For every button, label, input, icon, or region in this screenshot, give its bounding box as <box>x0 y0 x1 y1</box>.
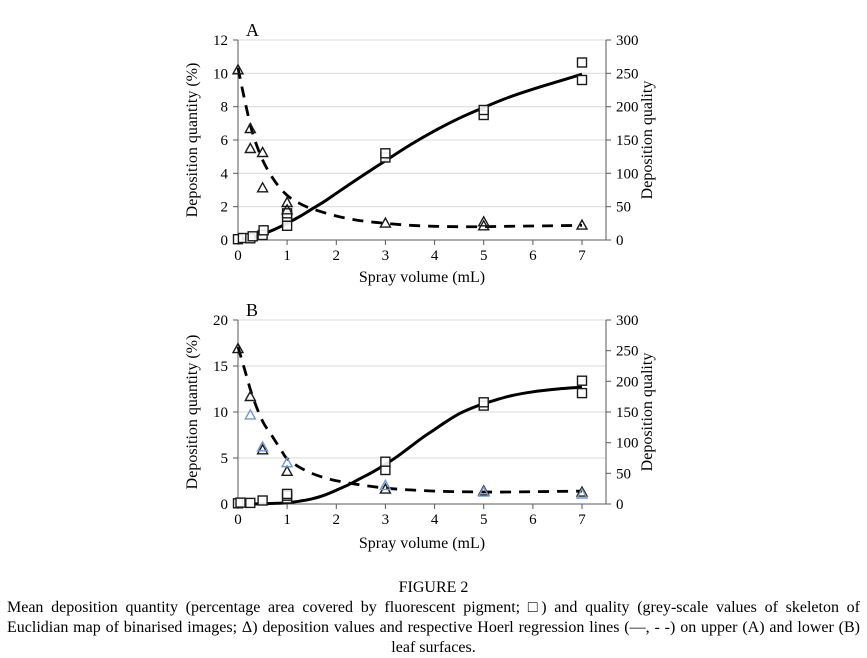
quantity-square-marker <box>236 498 245 507</box>
left-tick-label: 12 <box>213 33 228 49</box>
quality-triangle-marker <box>245 392 255 401</box>
x-tick-label: 0 <box>234 248 242 264</box>
quantity-markers <box>234 58 587 244</box>
x-tick-label: 3 <box>381 512 390 528</box>
left-tick-label: 6 <box>220 133 228 149</box>
quantity-markers <box>234 376 587 508</box>
quantity-square-marker <box>259 226 268 235</box>
panel-label: A <box>246 20 259 40</box>
tick-labels <box>213 313 639 528</box>
right-tick-label: 100 <box>616 166 639 183</box>
chart-B <box>184 300 656 552</box>
left-tick-label: 4 <box>220 166 228 183</box>
quantity-square-marker <box>578 376 587 385</box>
x-tick-label: 2 <box>332 512 341 528</box>
quantity-square-marker <box>578 389 587 398</box>
left-tick-label: 0 <box>220 233 228 249</box>
left-tick-label: 20 <box>213 313 228 329</box>
left-tick-label: 15 <box>213 359 228 375</box>
x-tick-label: 1 <box>283 512 291 528</box>
left-axis-title: Deposition quantity (%) <box>184 62 201 218</box>
x-tick-label: 7 <box>578 512 586 528</box>
x-tick-label: 5 <box>479 512 488 528</box>
quality-triangle-marker <box>258 442 268 451</box>
quantity-regression-line <box>253 387 582 504</box>
quantity-square-marker <box>381 457 390 466</box>
quality-triangle-marker <box>245 144 255 153</box>
quality-triangle-marker <box>245 410 255 419</box>
quantity-square-marker <box>578 76 587 85</box>
left-tick-label: 2 <box>220 199 228 216</box>
right-tick-label: 50 <box>616 199 631 216</box>
figure-caption-body: Mean deposition quantity (percentage area covered by fluorescent pigment; □) and quality (grey-scale values of skeleton of Euclidian map of binarised images; Δ) deposition values and respective Hoerl regression lines (—, - -) on upper (A) and lower (B) leaf surfaces. <box>7 599 860 656</box>
x-tick-label: 1 <box>283 248 291 264</box>
quantity-square-marker <box>283 489 292 498</box>
right-tick-label: 250 <box>616 66 639 83</box>
x-tick-label: 6 <box>529 248 537 264</box>
left-tick-label: 5 <box>220 451 228 467</box>
right-tick-label: 0 <box>616 497 624 513</box>
quality-markers <box>233 344 587 498</box>
x-tick-label: 4 <box>430 248 439 264</box>
right-tick-label: 200 <box>616 374 639 391</box>
gridlines <box>238 40 606 207</box>
figure-caption-title: FIGURE 2 <box>398 579 469 596</box>
x-tick-label: 6 <box>529 512 537 528</box>
right-tick-label: 150 <box>616 133 639 149</box>
right-tick-label: 300 <box>616 313 639 329</box>
right-axis-title: Deposition quality <box>639 80 656 200</box>
right-tick-label: 250 <box>616 343 639 360</box>
x-axis-title: Spray volume (mL) <box>358 535 486 552</box>
right-tick-label: 50 <box>616 466 631 483</box>
quantity-square-marker <box>246 498 255 507</box>
quantity-square-marker <box>283 221 292 230</box>
quantity-square-marker <box>248 232 257 241</box>
left-tick-label: 10 <box>213 66 228 83</box>
chart-A <box>184 20 656 286</box>
right-tick-label: 100 <box>616 435 639 452</box>
quantity-square-marker <box>578 58 587 67</box>
right-tick-label: 0 <box>616 233 624 249</box>
x-tick-label: 3 <box>381 248 390 264</box>
right-tick-label: 200 <box>616 99 639 116</box>
x-tick-label: 4 <box>430 512 439 528</box>
quantity-square-marker <box>479 398 488 407</box>
x-axis-title: Spray volume (mL) <box>358 269 486 286</box>
right-axis-title: Deposition quality <box>639 352 656 472</box>
quality-triangle-marker <box>577 220 587 229</box>
left-tick-label: 10 <box>213 405 228 421</box>
right-tick-label: 150 <box>616 405 639 421</box>
panel-label: B <box>246 300 259 320</box>
quantity-square-marker <box>479 106 488 115</box>
axes <box>233 320 611 509</box>
left-tick-label: 8 <box>220 99 228 116</box>
x-tick-label: 2 <box>332 248 341 264</box>
x-tick-label: 0 <box>234 512 242 528</box>
figure-caption <box>7 579 860 658</box>
x-tick-label: 7 <box>578 248 586 264</box>
quality-triangle-marker <box>258 183 268 192</box>
left-tick-label: 0 <box>220 497 228 513</box>
quantity-square-marker <box>258 496 267 505</box>
right-tick-label: 300 <box>616 33 639 49</box>
left-axis-title: Deposition quantity (%) <box>184 334 201 490</box>
quantity-square-marker <box>381 149 390 158</box>
x-tick-label: 5 <box>479 248 488 264</box>
quality-triangle-marker <box>282 466 292 475</box>
